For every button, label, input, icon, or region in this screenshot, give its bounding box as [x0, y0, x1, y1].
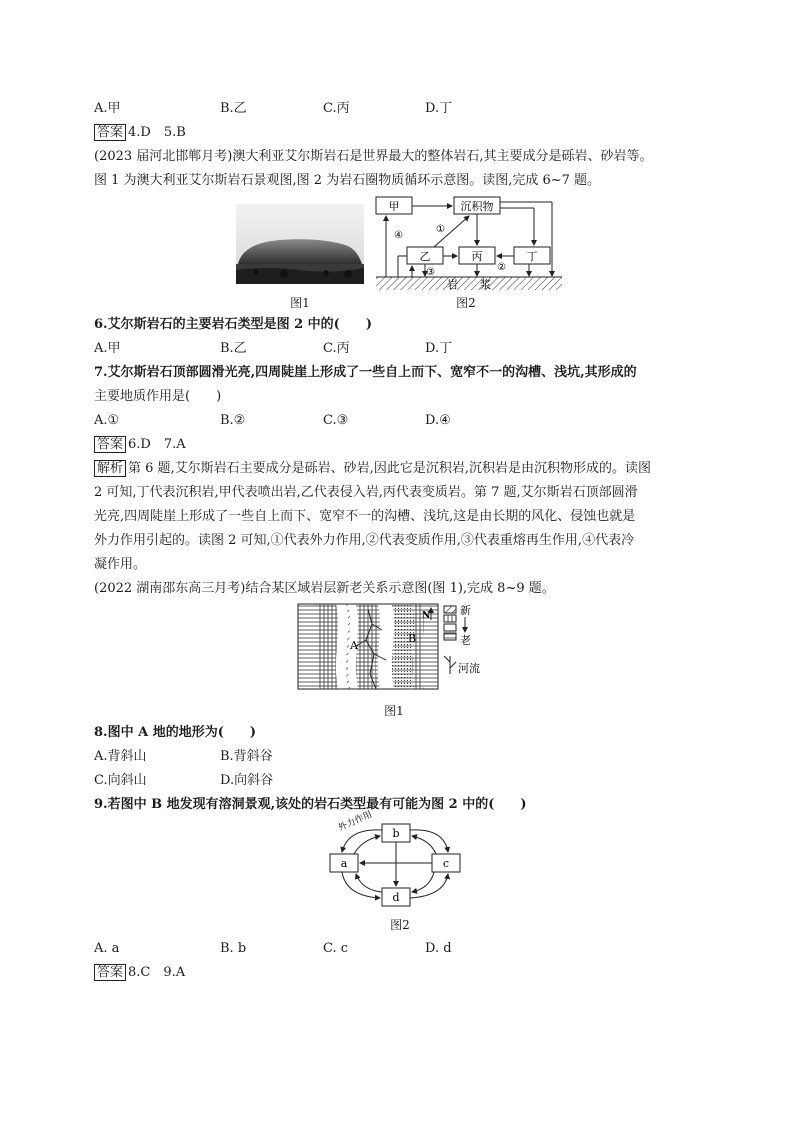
analysis-line: 光亮,四周陡崖上形成了一些自上而下、宽窄不一的沟槽、浅坑,这是由长期的风化、侵蚀也就是: [94, 509, 636, 524]
label-a: A: [350, 639, 358, 652]
node-d: d: [392, 891, 400, 904]
answer-tag: 答案: [94, 964, 126, 981]
legend-river: 河流: [458, 662, 480, 675]
label-3: ③: [426, 267, 435, 278]
rock-cycle-abcd: [326, 809, 466, 910]
label-4: ④: [394, 230, 403, 241]
q9-option-a: A. a: [94, 941, 120, 956]
label-2: ②: [497, 262, 506, 273]
analysis-line: 外力作用引起的。读图 2 可知,①代表外力作用,②代表变质作用,③代表重熔再生作用,④代表冷: [94, 533, 635, 548]
analysis-text: 第 6 题,艾尔斯岩石主要成分是砾岩、砂岩,因此它是沉积岩,沉积岩是由沉积物形成的。读图: [128, 461, 651, 476]
node-a: a: [340, 857, 348, 870]
answer-text: 6.D 7.A: [128, 437, 186, 452]
option-b: B.乙: [220, 101, 247, 116]
label-bing: 丙: [471, 250, 483, 263]
intro-line: 图 1 为澳大利亚艾尔斯岩石景观图,图 2 为岩石圈物质循环示意图。读图,完成 6~7 题。: [94, 173, 601, 188]
q7-option-a: A.①: [94, 413, 120, 428]
legend-new: 新: [460, 604, 471, 617]
rock-cycle-diagram: [374, 196, 564, 292]
intro-line: (2023 届河北邯郸月考)澳大利亚艾尔斯岩石是世界最大的整体岩石,其主要成分是砾岩、砂岩等。: [94, 149, 653, 164]
strata-map: [298, 604, 488, 694]
question-8: 8.图中 A 地的地形为( ): [94, 725, 257, 740]
analysis-line: 2 可知,丁代表沉积岩,甲代表喷出岩,乙代表侵入岩,丙代表变质岩。第 7 题,艾尔斯岩石顶部圆滑: [94, 485, 638, 500]
question-6: 6.艾尔斯岩石的主要岩石类型是图 2 中的( ): [94, 317, 372, 332]
answer-tag: 答案: [94, 436, 126, 453]
answer-line: [94, 964, 185, 982]
ayers-rock-photo: [236, 204, 364, 284]
label-external-force: 外力作用: [336, 809, 374, 834]
label-yi: 乙: [419, 250, 431, 263]
q7-option-b: B.②: [220, 413, 246, 428]
q9-option-c: C. c: [323, 941, 349, 956]
label-jia: 甲: [388, 200, 400, 213]
north-label: N: [422, 611, 431, 621]
q6-option-a: A.甲: [94, 341, 121, 356]
q8-option-b: B.背斜谷: [220, 749, 273, 764]
node-b: b: [392, 827, 400, 840]
answer-line: [94, 124, 186, 142]
option-c: C.丙: [323, 101, 350, 116]
q6-option-b: B.乙: [220, 341, 247, 356]
label-b: B: [408, 632, 417, 645]
answer-text: 4.D 5.B: [128, 125, 186, 140]
analysis-line: 凝作用。: [94, 557, 147, 572]
q7-option-d: D.④: [425, 413, 451, 428]
fig2-caption: 图2: [456, 296, 476, 310]
question-7-cont: 主要地质作用是( ): [94, 389, 222, 404]
question-7: 7.艾尔斯岩石顶部圆滑光亮,四周陡崖上形成了一些自上而下、宽窄不一的沟槽、浅坑,其形成的: [94, 365, 637, 380]
node-c: c: [442, 857, 450, 870]
fig1-caption: 图1: [290, 296, 310, 310]
analysis-line: [94, 460, 651, 478]
answer-line: [94, 436, 186, 454]
label-1: ①: [436, 224, 445, 235]
legend-old: 老: [460, 634, 471, 647]
q7-option-c: C.③: [323, 413, 349, 428]
q8-option-d: D.向斜谷: [220, 773, 274, 788]
q6-option-d: D.丁: [425, 341, 453, 356]
label-sediment: 沉积物: [460, 200, 494, 213]
q9-option-b: B. b: [220, 941, 247, 956]
label-ding: 丁: [526, 250, 538, 263]
answer-text: 8.C 9.A: [128, 965, 186, 980]
q6-option-c: C.丙: [323, 341, 350, 356]
map-caption: 图1: [384, 704, 404, 718]
q9-option-d: D. d: [425, 941, 452, 956]
label-magma: 岩 浆: [447, 278, 491, 291]
q8-option-c: C.向斜山: [94, 773, 147, 788]
analysis-tag: 解析: [94, 460, 126, 477]
intro-line: (2022 湖南邵东高三月考)结合某区域岩层新老关系示意图(图 1),完成 8~9 题。: [94, 581, 555, 596]
answer-tag: 答案: [94, 124, 126, 141]
q8-option-a: A.背斜山: [94, 749, 147, 764]
option-d: D.丁: [425, 101, 453, 116]
question-9: 9.若图中 B 地发现有溶洞景观,该处的岩石类型最有可能为图 2 中的( ): [94, 797, 527, 812]
option-a: A.甲: [94, 101, 121, 116]
cycle-caption: 图2: [390, 918, 410, 932]
